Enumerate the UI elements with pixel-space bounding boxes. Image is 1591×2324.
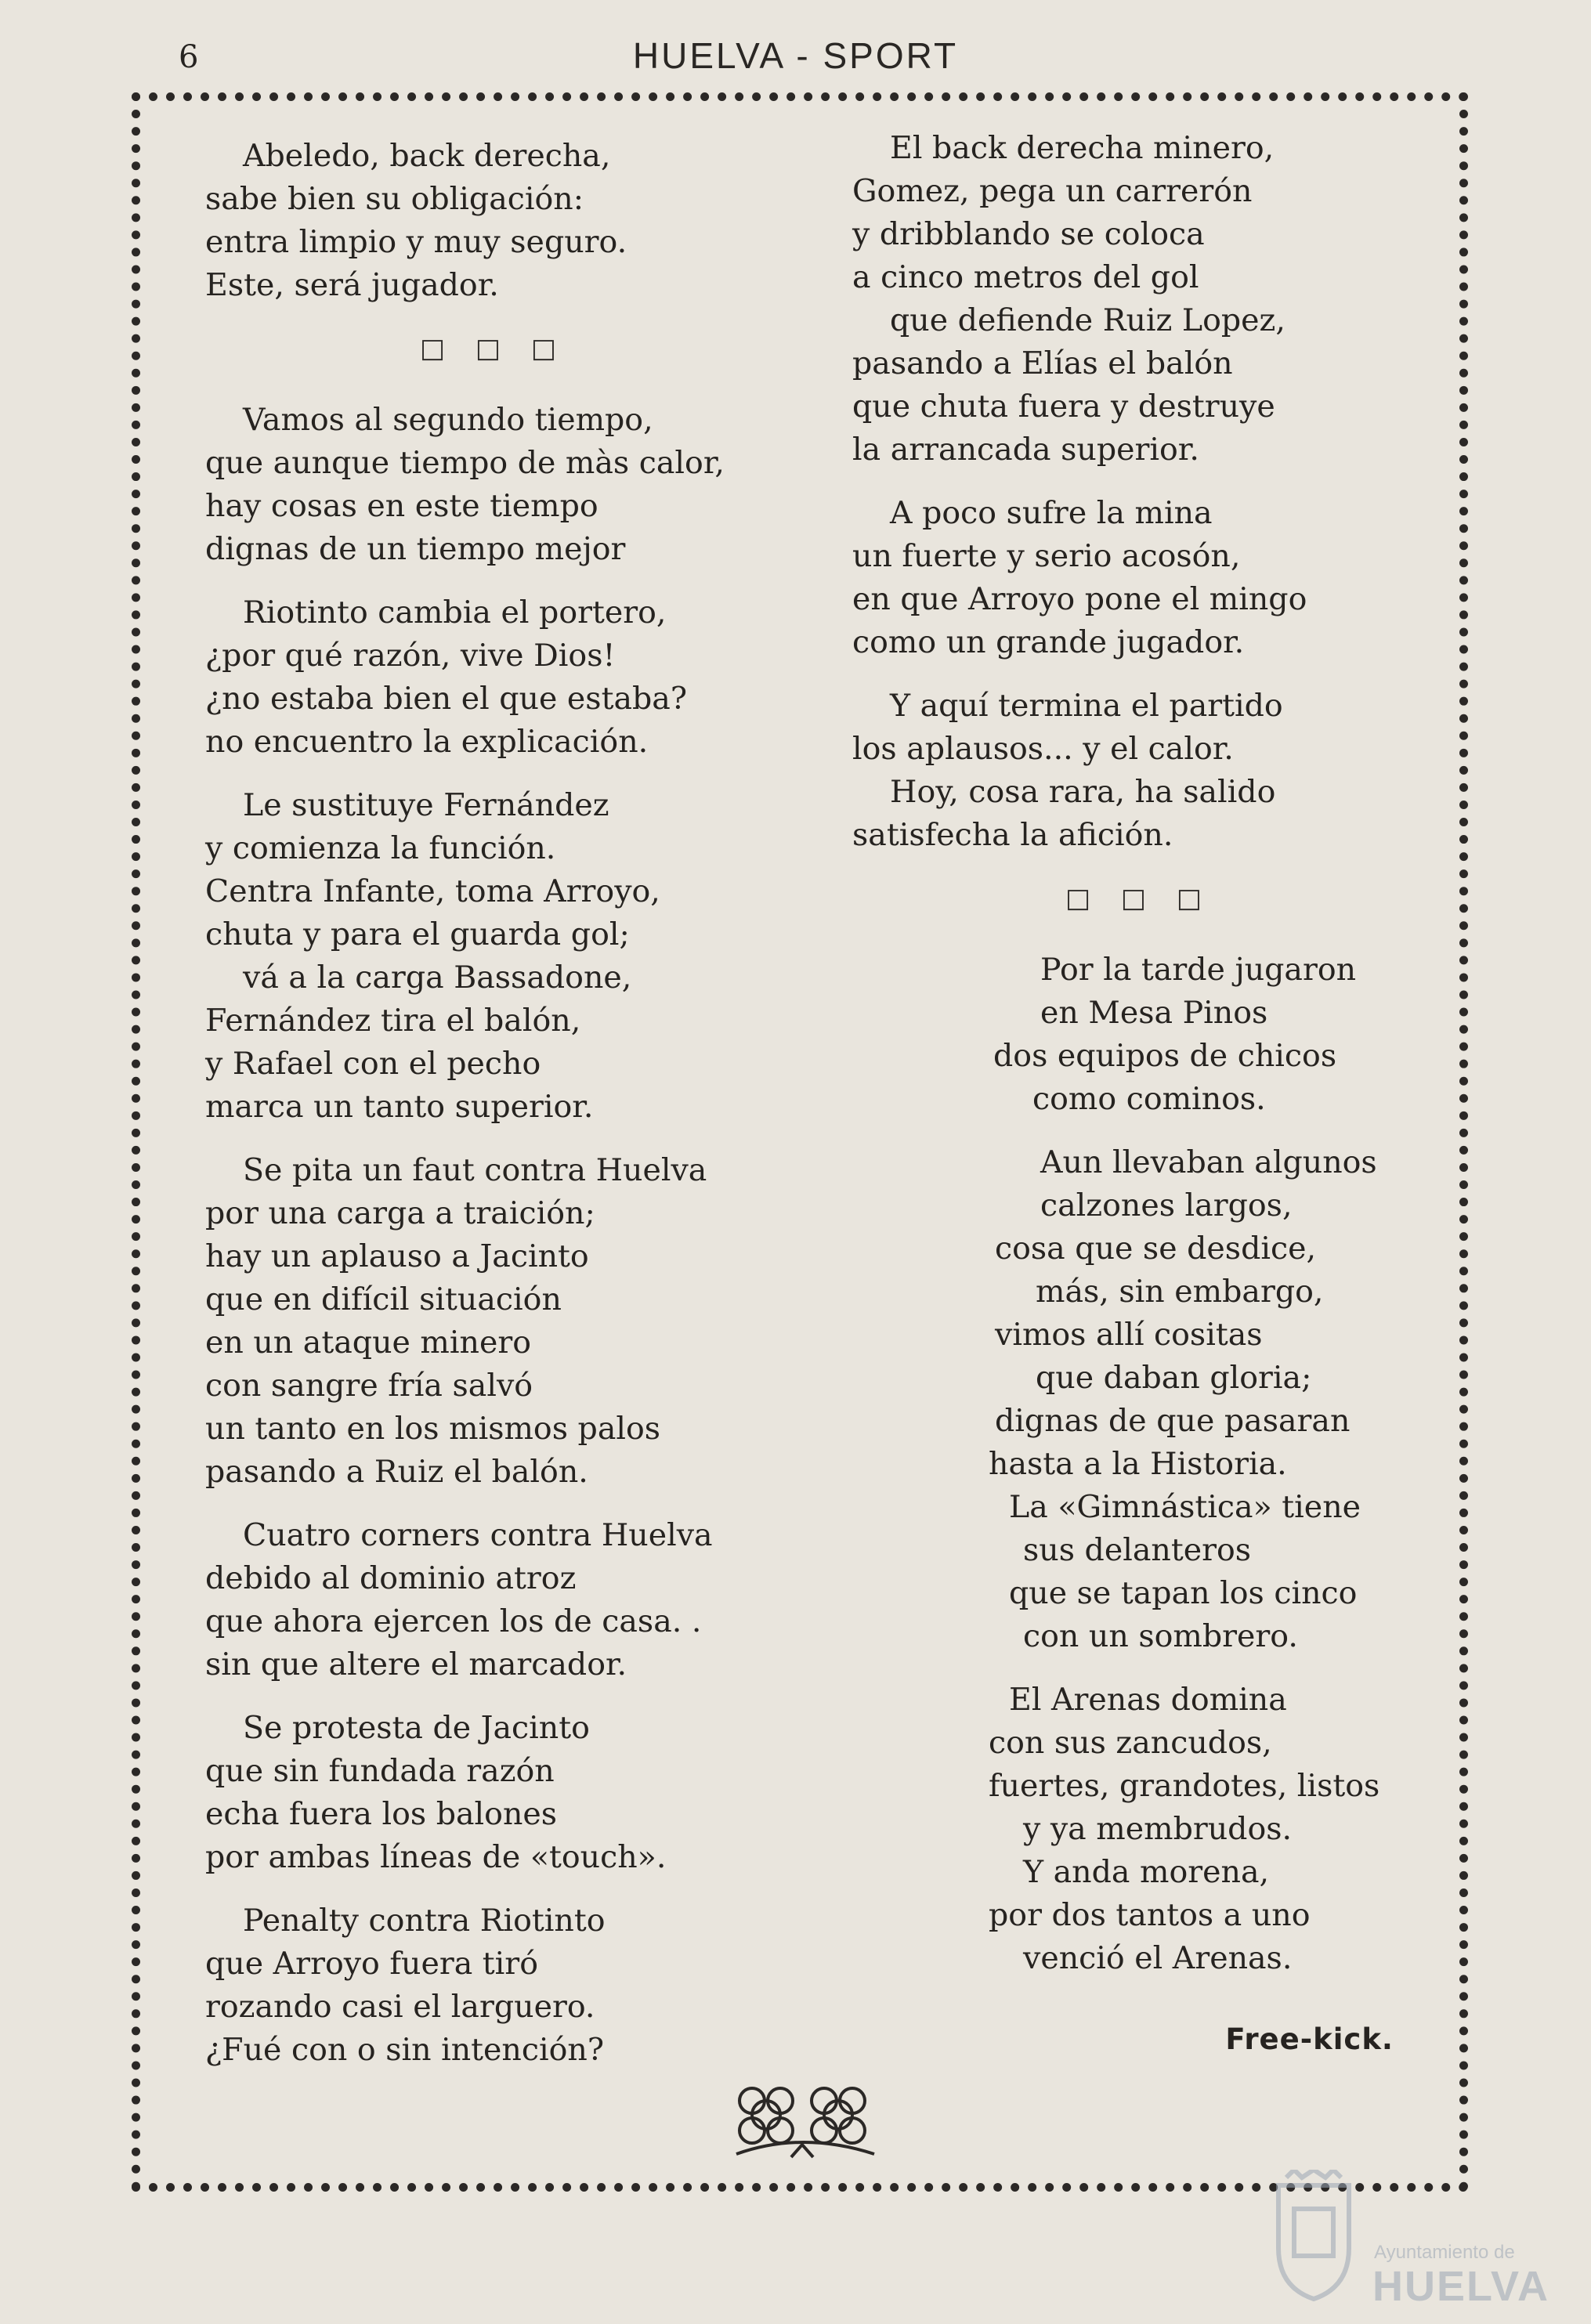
verse-line: con un sombrero. [1023, 1618, 1298, 1654]
verse-line: pasando a Elías el balón [852, 345, 1233, 381]
verse-line: en Mesa Pinos [1040, 995, 1268, 1031]
verse-line: dignas de que pasaran [995, 1403, 1351, 1439]
left-column [205, 135, 769, 2092]
verse-line: debido al dominio atroz [205, 1560, 577, 1596]
verse-line: sabe bien su obligación: [205, 181, 584, 217]
verse-line: Abeledo, back derecha, [243, 138, 611, 174]
verse-line: sus delanteros [1023, 1532, 1252, 1568]
verse-line: como cominos. [1032, 1081, 1266, 1117]
verse-line: con sus zancudos, [989, 1725, 1272, 1761]
verse-line: Este, será jugador. [205, 267, 499, 303]
verse-line: que chuta fuera y destruye [852, 389, 1275, 425]
verse-line: satisfecha la afición. [852, 817, 1173, 853]
watermark-line-2: HUELVA [1372, 2263, 1549, 2310]
verse-line: y ya membrudos. [1023, 1811, 1293, 1847]
stanza [852, 492, 1416, 664]
verse-line: marca un tanto superior. [205, 1089, 594, 1125]
verse-line: no encuentro la explicación. [205, 724, 649, 760]
verse-line: que daban gloria; [1036, 1360, 1312, 1396]
verse-line: hay cosas en este tiempo [205, 488, 598, 524]
verse-line: pasando a Ruiz el balón. [205, 1454, 588, 1490]
verse-line: Centra Infante, toma Arroyo, [205, 873, 660, 909]
page-number: 6 [179, 39, 200, 75]
stanza [852, 685, 1416, 857]
verse-line: a cinco metros del gol [852, 259, 1199, 295]
verse-line: hay un aplauso a Jacinto [205, 1238, 589, 1274]
verse-line: que Arroyo fuera tiró [205, 1946, 538, 1982]
verse-line: Por la tarde jugaron [1040, 952, 1357, 988]
verse-line: cosa que se desdice, [995, 1231, 1317, 1267]
verse-line: Cuatro corners contra Huelva [243, 1517, 713, 1553]
verse-line: y Rafael con el pecho [205, 1046, 541, 1082]
verse-line: ¿no estaba bien el que estaba? [205, 681, 688, 717]
stanza [205, 1149, 769, 1494]
verse-line: por una carga a traición; [205, 1195, 595, 1231]
verse-line: A poco sufre la mina [890, 495, 1213, 531]
verse-line: hasta a la Historia. [989, 1446, 1287, 1482]
verse-line: en un ataque minero [205, 1325, 532, 1361]
verse-line: como un grande jugador. [852, 624, 1245, 660]
verse-line: calzones largos, [1040, 1187, 1293, 1223]
verse-line: que ahora ejercen los de casa. . [205, 1603, 702, 1639]
verse-line: Riotinto cambia el portero, [243, 595, 667, 631]
verse-line: ¿por qué razón, vive Dios! [205, 638, 616, 674]
verse-line: que en difícil situación [205, 1281, 562, 1317]
verse-line: rozando casi el larguero. [205, 1989, 595, 2025]
stanza [205, 135, 769, 307]
verse-line: Penalty contra Riotinto [243, 1903, 606, 1939]
verse-line: con sangre fría salvó [205, 1368, 533, 1404]
stanza [970, 1679, 1416, 1980]
stanza [205, 1514, 769, 1686]
verse-line: Gomez, pega un carrerón [852, 173, 1253, 209]
verse-line: Y aquí termina el partido [890, 688, 1283, 724]
verse-line: Fernández tira el balón, [205, 1003, 581, 1039]
verse-line: Aun llevaban algunos [1040, 1144, 1377, 1180]
stanza [205, 1707, 769, 1879]
verse-line: la arrancada superior. [852, 432, 1199, 468]
running-head: HUELVA - SPORT [632, 35, 959, 76]
verse-line: El Arenas domina [1009, 1682, 1287, 1718]
verse-line: por dos tantos a uno [989, 1897, 1311, 1933]
verse-line: dos equipos de chicos [993, 1038, 1337, 1074]
verse-line: chuta y para el guarda gol; [205, 916, 630, 952]
verse-line: un tanto en los mismos palos [205, 1411, 661, 1447]
verse-line: echa fuera los balones [205, 1796, 558, 1832]
verse-line: por ambas líneas de «touch». [205, 1839, 667, 1875]
coat-of-arms-icon [1263, 2170, 1365, 2303]
verse-line: y comienza la función. [205, 830, 556, 866]
verse-line: sin que altere el marcador. [205, 1646, 627, 1682]
verse-line: dignas de un tiempo mejor [205, 531, 626, 567]
stanza [205, 591, 769, 764]
verse-line: los aplausos... y el calor. [852, 731, 1234, 767]
verse-line: venció el Arenas. [1023, 1940, 1293, 1976]
verse-line: La «Gimnástica» tiene [1009, 1489, 1361, 1525]
verse-line: Vamos al segundo tiempo, [243, 402, 653, 438]
stanza [852, 127, 1416, 472]
verse-line: que se tapan los cinco [1009, 1575, 1358, 1611]
verse-line: Se protesta de Jacinto [243, 1710, 590, 1746]
stanza [970, 1141, 1416, 1658]
verse-line: fuertes, grandotes, listos [989, 1768, 1380, 1804]
verse-line: El back derecha minero, [890, 130, 1275, 166]
verse-line: ¿Fué con o sin intención? [205, 2032, 605, 2068]
verse-line: que defiende Ruiz Lopez, [890, 302, 1285, 338]
verse-line: entra limpio y muy seguro. [205, 224, 627, 260]
verse-line: Se pita un faut contra Huelva [243, 1152, 707, 1188]
stanza [205, 399, 769, 571]
verse-line: vimos allí cositas [995, 1317, 1263, 1353]
verse-line: vá a la carga Bassadone, [243, 960, 632, 996]
signature: Free-kick. [1225, 2022, 1394, 2056]
watermark [1263, 2170, 1549, 2311]
stanza [205, 1899, 769, 2072]
afternoon-verses [852, 949, 1416, 1980]
verse-line: más, sin embargo, [1036, 1274, 1324, 1310]
verse-line: Le sustituye Fernández [243, 787, 609, 823]
verse-line: que aunque tiempo de màs calor, [205, 445, 725, 481]
verse-line: que sin fundada razón [205, 1753, 555, 1789]
verse-line: en que Arroyo pone el mingo [852, 581, 1307, 617]
verse-line: Hoy, cosa rara, ha salido [890, 774, 1276, 810]
right-column [852, 130, 1416, 2001]
section-separator: □ □ □ [420, 333, 567, 364]
verse-line: y dribblando se coloca [852, 216, 1205, 252]
stanza [205, 784, 769, 1129]
section-separator: □ □ □ [1065, 883, 1213, 914]
stanza [970, 949, 1416, 1121]
verse-line: Y anda morena, [1023, 1854, 1270, 1890]
watermark-line-1: Ayuntamiento de [1374, 2242, 1515, 2263]
fleuron-ornament-icon [721, 2076, 893, 2170]
verse-line: un fuerte y serio acosón, [852, 538, 1241, 574]
